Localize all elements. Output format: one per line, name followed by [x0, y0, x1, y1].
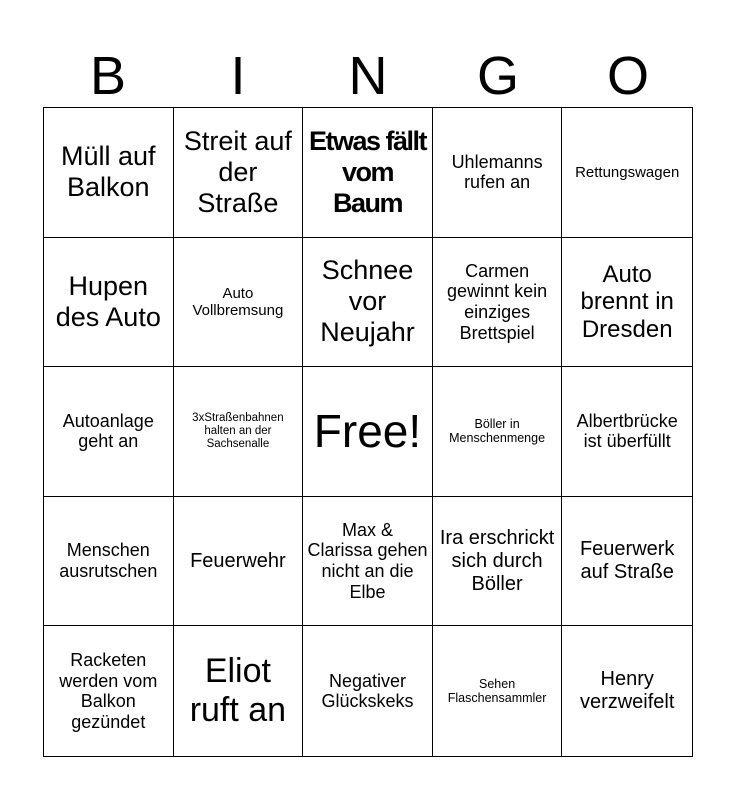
header-letter-g: G: [476, 46, 519, 106]
bingo-cell[interactable]: Negativer Glückskeks: [303, 626, 433, 756]
header-letter-b: B: [89, 46, 127, 106]
bingo-cell[interactable]: Carmen gewinnt kein einziges Brettspiel: [433, 238, 563, 368]
bingo-cell[interactable]: 3xStraßenbahnen halten an der Sachsenalle: [174, 367, 304, 497]
bingo-cell[interactable]: Auto Vollbremsung: [174, 238, 304, 368]
bingo-cell[interactable]: Racketen werden vom Balkon gezündet: [44, 626, 174, 756]
header-letter-n: N: [348, 46, 388, 106]
bingo-cell[interactable]: Auto brennt in Dresden: [562, 238, 692, 368]
bingo-cell[interactable]: Autoanlage geht an: [44, 367, 174, 497]
bingo-cell[interactable]: Uhlemanns rufen an: [433, 108, 563, 238]
bingo-cell[interactable]: Hupen des Auto: [44, 238, 174, 368]
bingo-cell[interactable]: Henry verzweifelt: [579, 668, 675, 714]
bingo-cell[interactable]: Etwas fällt vom Baum: [303, 108, 433, 238]
header-letter-o: O: [606, 46, 649, 106]
bingo-cell[interactable]: Müll auf Balkon: [44, 108, 174, 238]
bingo-cell[interactable]: Feuerwehr: [174, 497, 304, 627]
bingo-cell[interactable]: Feuerwerk auf Straße: [562, 497, 692, 627]
bingo-cell[interactable]: Ira erschrickt sich durch Böller: [433, 497, 563, 627]
bingo-cell[interactable]: Rettungswagen: [562, 108, 692, 238]
bingo-cell[interactable]: Streit auf der Straße: [174, 108, 304, 238]
bingo-cell[interactable]: Sehen Flaschensammler: [433, 626, 563, 756]
bingo-cell[interactable]: Menschen ausrutschen: [44, 497, 174, 627]
bingo-cell[interactable]: Max & Clarissa gehen nicht an die Elbe: [303, 497, 433, 627]
bingo-cell[interactable]: Albertbrücke ist überfüllt: [562, 367, 692, 497]
header-letter-i: I: [230, 46, 246, 106]
bingo-cell[interactable]: Schnee vor Neujahr: [303, 238, 433, 368]
bingo-cell[interactable]: Böller in Menschenmenge: [433, 367, 563, 497]
bingo-header: [43, 44, 693, 108]
bingo-cell[interactable]: Eliot ruft an: [174, 626, 304, 756]
free-space[interactable]: Free!: [303, 367, 433, 497]
bingo-board: [43, 107, 693, 757]
